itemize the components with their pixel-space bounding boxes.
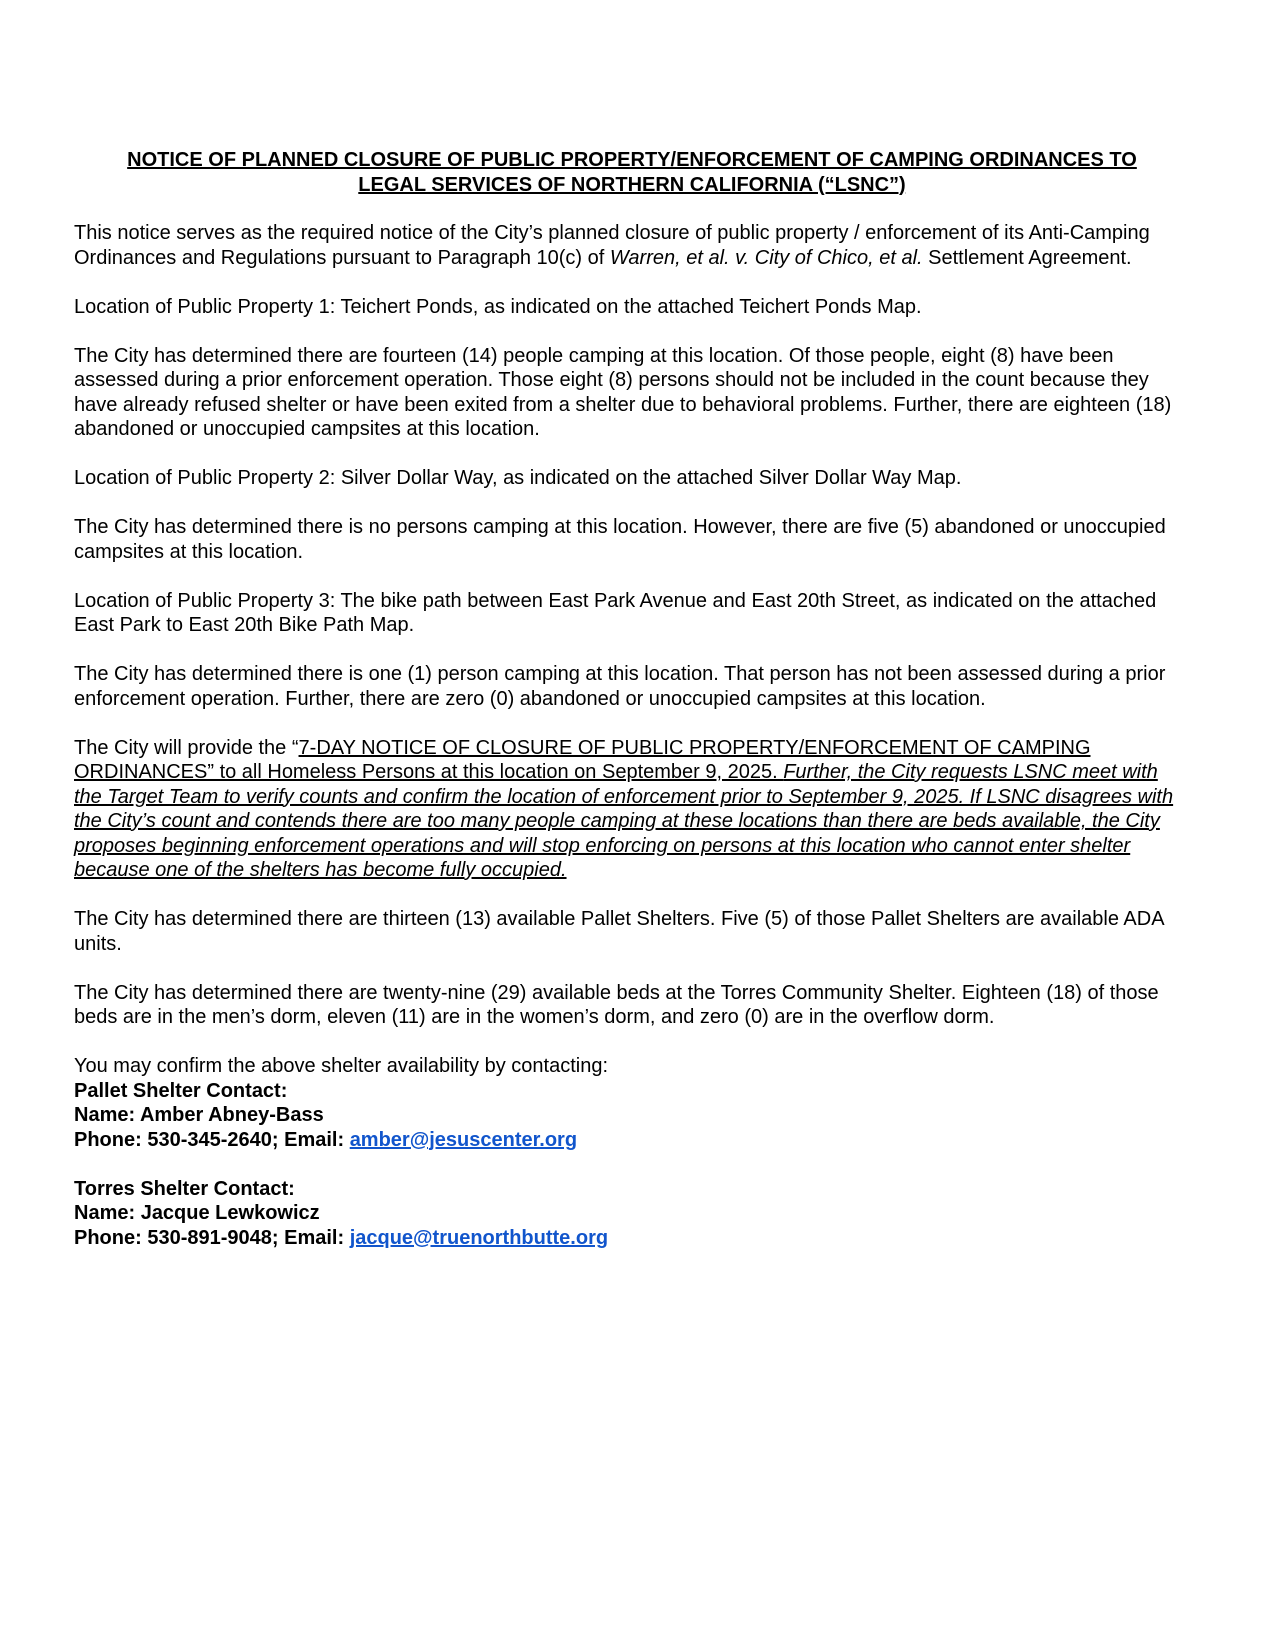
pallet-contact-block xyxy=(74,1054,1190,1152)
notice-lead: The City will provide the “ xyxy=(74,736,299,759)
torres-contact-heading: Torres Shelter Contact: xyxy=(74,1177,295,1200)
notice-paragraph xyxy=(74,736,1190,883)
torres-phone-text: Phone: 530-891-9048; Email: xyxy=(74,1226,350,1249)
property-2-location: Location of Public Property 2: Silver Dollar Way, as indicated on the attached Silver Dollar Way Map. xyxy=(74,467,962,489)
torres-email-link[interactable]: jacque@truenorthbutte.org xyxy=(349,1226,609,1249)
notice-title-line-1: NOTICE OF PLANNED CLOSURE OF PUBLIC PROPERTY/ENFORCEMENT OF CAMPING ORDINANCES TO xyxy=(127,149,1137,171)
intro-text-end: Settlement Agreement. xyxy=(922,246,1132,269)
property-2-details: The City has determined there is no persons camping at this location. However, there are five (5) abandoned or unoccupied campsites at this location. xyxy=(74,516,1166,563)
notice-document xyxy=(74,148,1190,1275)
notice-title-line-2: LEGAL SERVICES OF NORTHERN CALIFORNIA (“LSNC”) xyxy=(358,173,906,196)
notice-title xyxy=(74,148,1190,197)
intro-text: This notice serves as the required notice of the City’s planned closure of public property / enforcement of its Anti-Camping Ordinances and Regulations pursuant to Paragraph 10(c) of xyxy=(74,222,1150,269)
property-3-details: The City has determined there is one (1) person camping at this location. That person has not been assessed during a prior enforcement operation. Further, there are zero (0) abandoned or unoccupied campsites at this location. xyxy=(74,663,1166,710)
torres-contact-phone xyxy=(74,1226,1190,1251)
notice-request-text: Further, the City requests LSNC meet with the Target Team to verify counts and confirm the location of enforcement prior to September 9, 2025. If LSNC disagrees with the City’s count and contends there are too many people camping at these locations than there are beds available, the City proposes beginning enforcement operations and will stop enforcing on persons at this location who cannot enter shelter because one of the shelters has become fully occupied. xyxy=(74,761,1174,881)
confirm-text: You may confirm the above shelter availability by contacting: xyxy=(74,1055,608,1077)
pallet-contact-name: Name: Amber Abney-Bass xyxy=(74,1104,324,1126)
property-3-location: Location of Public Property 3: The bike path between East Park Avenue and East 20th Street, as indicated on the attached East Park to East 20th Bike Path Map. xyxy=(74,589,1157,636)
case-name: Warren, et al. v. City of Chico, et al. xyxy=(609,246,923,269)
torres-contact-block xyxy=(74,1177,1190,1251)
pallet-shelters-paragraph: The City has determined there are thirteen (13) available Pallet Shelters. Five (5) of those Pallet Shelters are available ADA units. xyxy=(74,908,1164,955)
property-1-location: Location of Public Property 1: Teichert Ponds, as indicated on the attached Teichert Ponds Map. xyxy=(74,295,922,318)
pallet-phone-text: Phone: 530-345-2640; Email: xyxy=(74,1128,350,1151)
pallet-email-link[interactable]: amber@jesuscenter.org xyxy=(349,1128,578,1151)
intro-paragraph xyxy=(74,221,1190,270)
torres-contact-name: Name: Jacque Lewkowicz xyxy=(74,1202,320,1224)
property-1-details: The City has determined there are fourteen (14) people camping at this location. Of those people, eight (8) have been assessed during a prior enforcement operation. Those eight (8) persons should not be included in the count because they have already refused shelter or have been exited from a shelter due to behavioral problems. Further, there are eighteen (18) abandoned or unoccupied campsites at this location. xyxy=(74,344,1172,440)
pallet-contact-phone xyxy=(74,1128,1190,1153)
torres-beds-paragraph: The City has determined there are twenty-nine (29) available beds at the Torres Community Shelter. Eighteen (18) of those beds are in the men’s dorm, eleven (11) are in the women’s dorm, and zero (0) are in the overflow dorm. xyxy=(74,981,1159,1028)
pallet-contact-heading: Pallet Shelter Contact: xyxy=(74,1079,288,1102)
notice-underlined-text: 7-DAY NOTICE OF CLOSURE OF PUBLIC PROPERTY/ENFORCEMENT OF CAMPING ORDINANCES” to all Homeless Persons at this location on September 9, 2025. xyxy=(74,736,1091,783)
